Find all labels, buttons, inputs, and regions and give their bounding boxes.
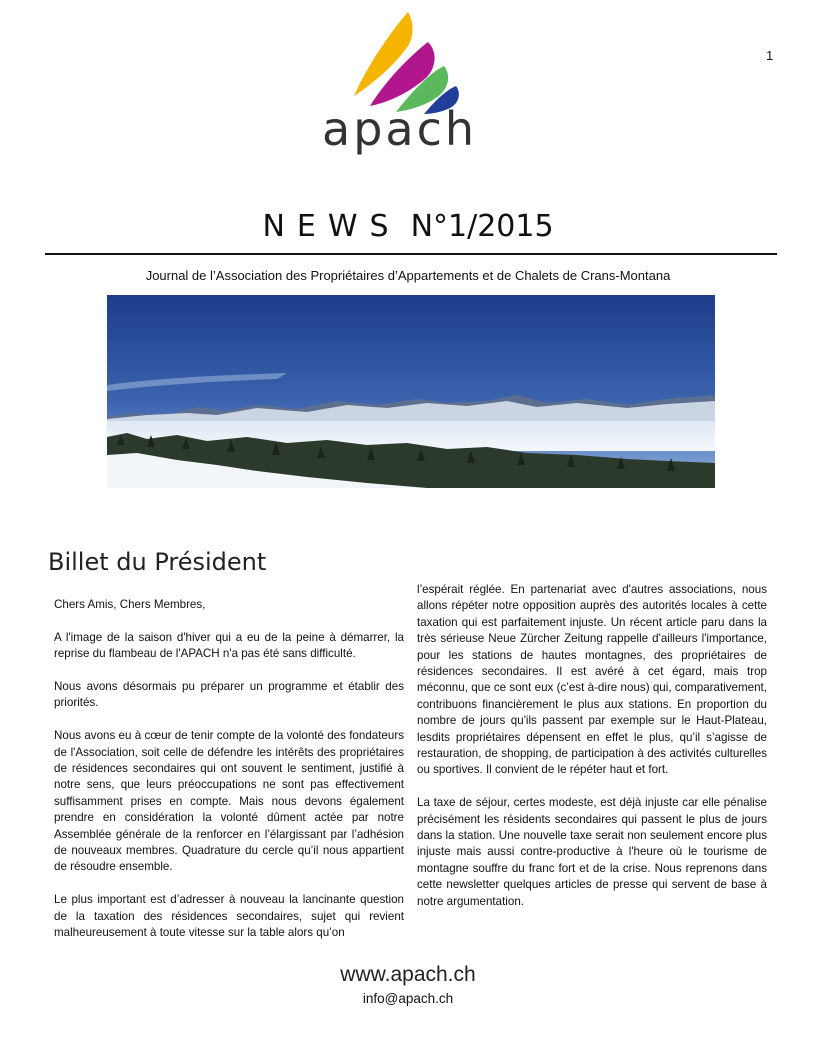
masthead-news: NEWS [262,209,401,244]
paragraph: La taxe de séjour, certes modeste, est déjà injuste car elle pénalise précisément les résidents secondaires qui passent le plus de jours dans la station. Une nouvelle taxe serait non seulement encore plus injuste mais aussi contre-productive à l'heure où le tourisme de montagne souffre du franc fort et de la crise. Nous reprenons dans cette newsletter quelques articles de presse qui servent de base à notre argumentation. [417,796,767,908]
section-title: Billet du Président [48,548,267,576]
logo-wordmark: apach [322,102,478,156]
footer-email-link[interactable]: info@apach.ch [362,991,454,1006]
masthead-divider [45,253,777,255]
right-column [417,582,767,927]
paragraph: Nous avons eu à cœur de tenir compte de la volonté des fondateurs de l'Association, soit celle de défendre les intérêts des propriétaires de résidences secondaires qui ont souvent le sentiment, justifié à notre sens, que leurs préoccupations ne sont pas effectivement suffisamment prises en compte. Mais nous devons également prendre en considération la volonté dûment actée par notre Assemblée générale de la renforcer en l’élargissant par l’adhésion de nouveaux membres. Quadrature du cercle qu’il nous appartient de résoudre ensemble. [54,729,404,874]
paragraph: Nous avons désormais pu préparer un programme et établir des priorités. [54,680,404,710]
journal-subtitle: Journal de l’Association des Propriétaires d’Appartements et de Chalets de Crans-Montana [145,268,671,283]
masthead-title [0,206,816,248]
paragraph: l’espérait réglée. En partenariat avec d'autres associations, nous allons répéter notre opposition auprès des autorités locales à cette taxation qui est parfaitement injuste. Un récent article paru dans la très sérieuse Neue Zürcher Zeitung rappelle d'ailleurs l'importance, pour les stations de hautes montagnes, des propriétaires de résidences secondaires. Il est avéré à cet égard, mais trop méconnu, que ce sont eux (c’est à-dire nous) qui, comparativement, contribuons financièrement le plus aux stations. En proportion du nombre de jours qu'ils passent par exemple sur le Haut-Plateau, lesdits propriétaires dépensent en effet le plus, qu’il s’agisse de restauration, de shopping, de participation à des activités culturelles ou sportives. Il convient de le répéter haut et fort. [417,583,767,777]
masthead-issue: N°1/2015 [410,209,554,244]
page-number: 1 [766,48,774,63]
paragraph: A l'image de la saison d'hiver qui a eu de la peine à démarrer, la reprise du flambeau de l'APACH n'a pas été sans difficulté. [54,630,404,661]
paragraph: Chers Amis, Chers Membres, [54,598,206,611]
paragraph: Le plus important est d’adresser à nouveau la lancinante question de la taxation des résidences secondaires, sujet qui revient malheureusement à toute vitesse sur la table alors qu’on [54,893,404,940]
left-column [54,597,404,958]
footer-website-link[interactable]: www.apach.ch [340,963,476,986]
mountain-panorama-image [107,295,715,488]
